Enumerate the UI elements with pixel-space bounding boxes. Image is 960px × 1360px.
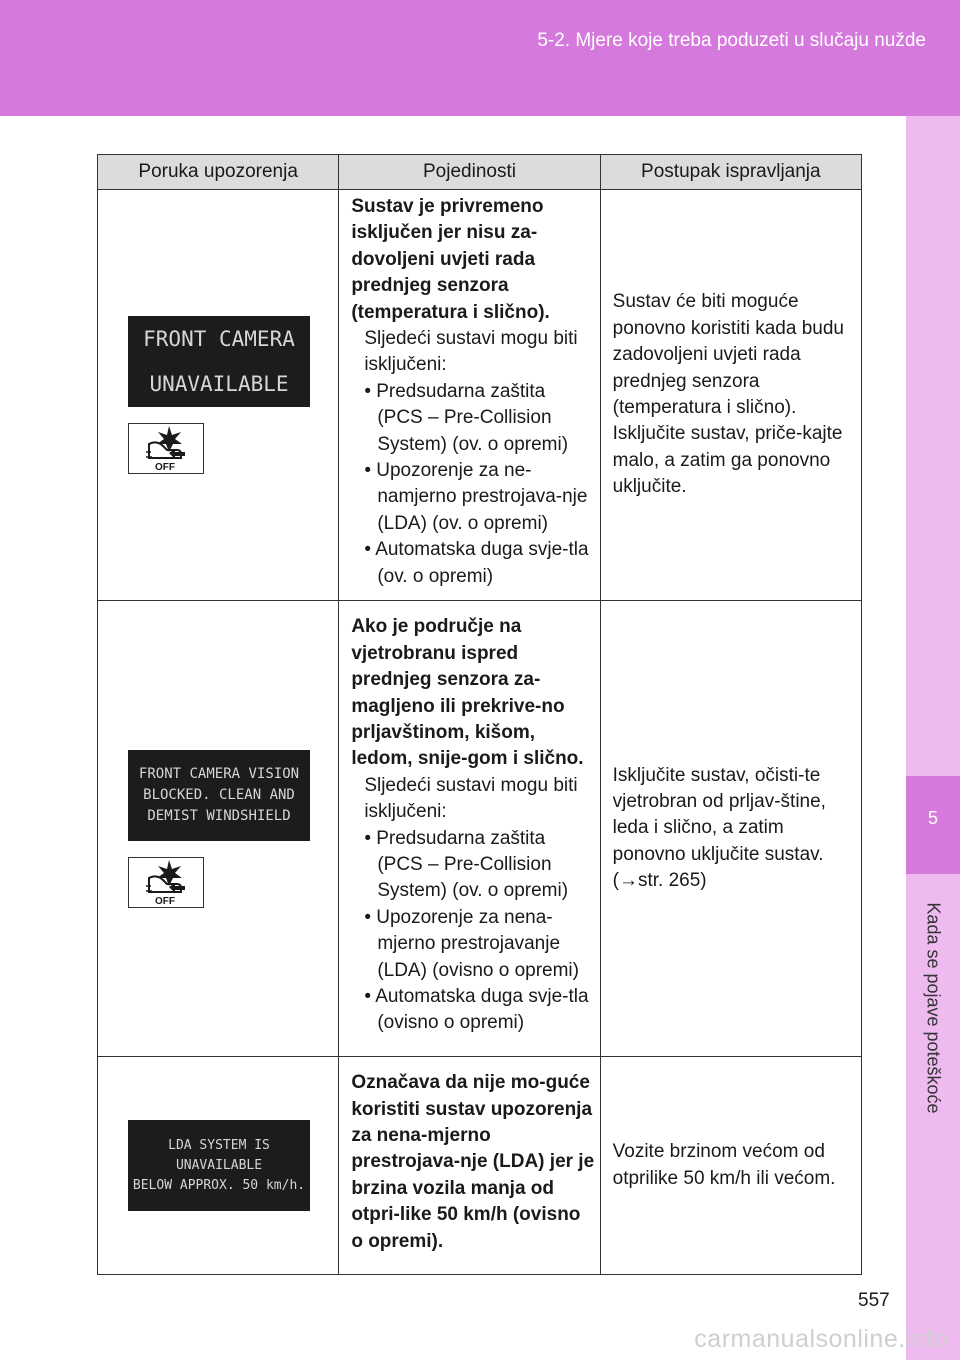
warning-table xyxy=(97,154,862,1275)
front-camera-unavailable-display: FRONT CAMERA UNAVAILABLE xyxy=(128,316,310,407)
affected-systems-list xyxy=(351,379,595,590)
chapter-sidebar xyxy=(906,116,960,1360)
chapter-number: 5 xyxy=(927,808,938,828)
details-intro: Sljedeći sustavi mogu biti isključeni: xyxy=(364,328,578,376)
details-summary: Označava da nije mo-guće koristiti sustav upozorenja za nena-mjerno prestrojava-nje (LDA) jer je brzina vozila manja od otpri-like 50 km/h (ovisno o opremi). xyxy=(351,1072,595,1252)
details-summary: Ako je područje na vjetrobranu ispred prednjeg senzora za-magljeno ili prekrive-no prljavštinom, kišom, ledom, snije-gom i slično. xyxy=(351,616,584,770)
list-item: • Automatska duga svje-tla (ov. o opremi) xyxy=(364,539,589,587)
table-row xyxy=(98,190,862,601)
details-cell xyxy=(339,190,600,601)
svg-text:OFF: OFF xyxy=(155,895,175,907)
list-item: • Upozorenje za nena-mjerno prestrojavanje (LDA) (ovisno o opremi) xyxy=(364,906,579,981)
corrective-action-cell: Sustav će biti moguće ponovno koristiti kada budu zadovoljeni uvjeti rada prednjeg senzora (temperatura i slično). Isključite sustav, priče-kajte malo, a zatim ga ponovno uključite. xyxy=(600,190,861,601)
section-title: 5-2. Mjere koje treba poduzeti u slučaju nužde xyxy=(537,30,926,51)
column-header: Poruka upozorenja xyxy=(98,155,339,190)
details-cell xyxy=(339,1057,600,1275)
front-camera-blocked-display: FRONT CAMERA VISION BLOCKED. CLEAN AND DEMIST WINDSHIELD xyxy=(128,750,310,841)
warning-message-cell xyxy=(98,601,339,1057)
column-header: Pojedinosti xyxy=(339,155,600,190)
warning-message-cell xyxy=(98,1057,339,1275)
pcs-off-icon xyxy=(128,857,204,908)
list-item: • Upozorenje za ne-namjerno prestrojava-nje (LDA) (ov. o opremi) xyxy=(364,460,588,534)
list-item: • Predsudarna zaštita (PCS – Pre-Collision System) (ov. o opremi) xyxy=(364,827,569,902)
page-number: 557 xyxy=(858,1290,890,1311)
corrective-action-cell: Isključite sustav, očisti-te vjetrobran od prljav-štine, leda i slično, a zatim ponovno uključite sustav. (→str. 265) xyxy=(600,601,861,1057)
table-header-row xyxy=(98,155,862,190)
table-row xyxy=(98,1057,862,1275)
details-summary: Sustav je privremeno isključen jer nisu za-dovoljeni uvjeti rada prednjeg senzora (temperatura i slično). xyxy=(351,196,550,323)
lda-unavailable-display: LDA SYSTEM IS UNAVAILABLE BELOW APPROX. 50 km/h. xyxy=(128,1120,310,1211)
list-item: • Automatska duga svje-tla (ovisno o opremi) xyxy=(364,986,589,1034)
details-intro: Sljedeći sustavi mogu biti isključeni: xyxy=(364,774,578,823)
column-header: Postupak ispravljanja xyxy=(600,155,861,190)
header-bar xyxy=(0,0,960,116)
pcs-off-icon xyxy=(128,423,204,474)
corrective-action-cell: Vozite brzinom većom od otprilike 50 km/h ili većom. xyxy=(600,1057,861,1275)
warning-message-cell xyxy=(98,190,339,601)
table-row xyxy=(98,601,862,1057)
details-cell xyxy=(339,601,600,1057)
list-item: • Predsudarna zaštita (PCS – Pre-Collision System) (ov. o opremi) xyxy=(364,380,569,455)
affected-systems-list xyxy=(351,826,595,1037)
chapter-title: Kada se pojave poteškoće xyxy=(923,902,944,1114)
watermark: carmanualsonline.info xyxy=(694,1325,948,1353)
svg-text:OFF: OFF xyxy=(155,462,175,474)
